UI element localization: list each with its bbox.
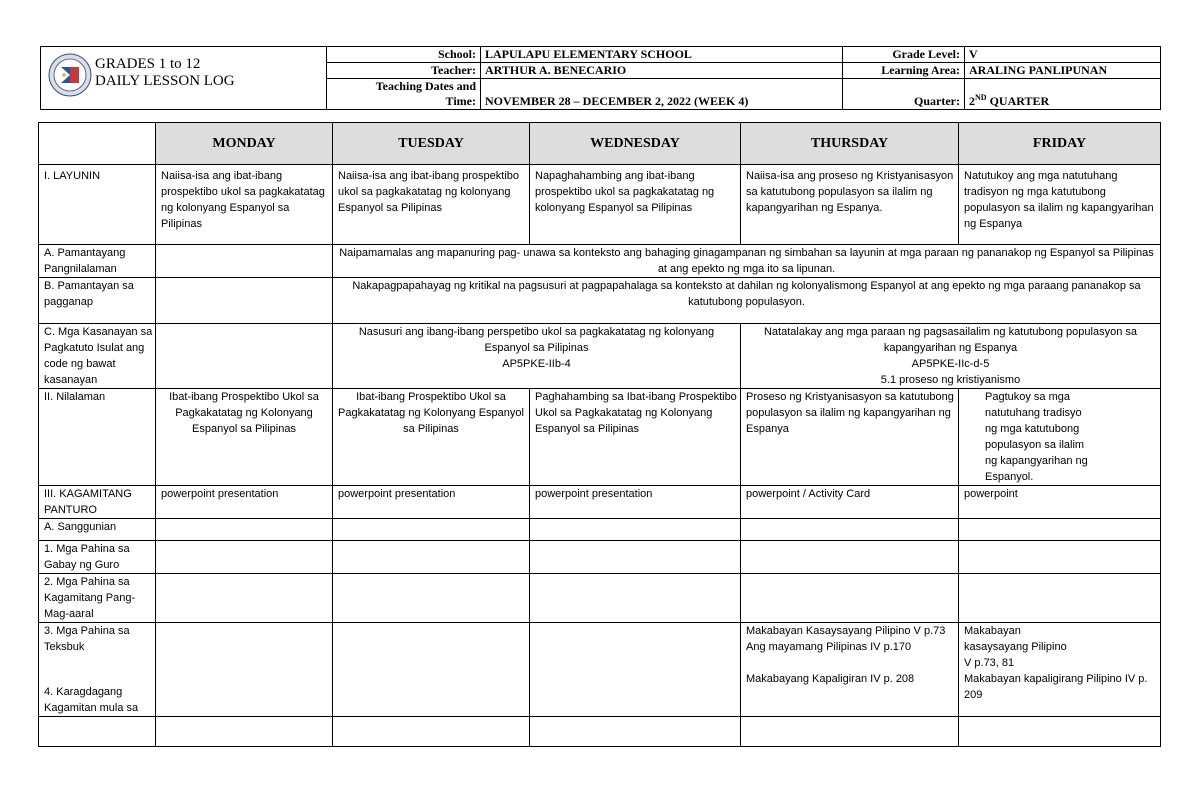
nilalaman-wednesday: Paghahambing sa Ibat-ibang Prospektibo Ukol sa Pagkakatatag ng Kolonyang Espanyol sa Pilipinas [530,389,741,486]
row-label-kasanayan: C. Mga Kasanayan sa Pagkatuto Isulat ang code ng bawat kasanayan [39,324,156,389]
empty-cell [333,574,530,623]
kasanayan-left-text: Nasusuri ang ibang-ibang perspetibo ukol sa pagkakatatag ng kolonyang Espanyol sa Pilipinas [358,326,715,354]
layunin-wednesday: Napaghahambing ang ibat-ibang prospektibo ukol sa pagkakatatag ng kolonyang Espanyol sa Pilipinas [530,165,741,245]
day-header-tuesday: TUESDAY [333,123,530,165]
kagamitang-wednesday: powerpoint presentation [530,486,741,519]
empty-cell [530,541,741,574]
empty-cell [333,623,530,717]
empty-cell [156,541,333,574]
quarter-value [965,79,1161,110]
row-label-pamantayan-pagganap: B. Pamantayan sa pagganap [39,278,156,324]
header-table [40,46,1161,110]
deped-seal-icon [48,53,92,97]
empty-cell [156,717,333,747]
row-label-pamantayang-pangnilalaman: A. Pamantayang Pangnilalaman [39,245,156,278]
row-label-kagamitang-pang-mag-aaral: 2. Mga Pahina sa Kagamitang Pang-Mag-aaral [39,574,156,623]
row-label-continuation [39,717,156,747]
empty-cell [156,519,333,541]
header-logo-cell [41,47,327,110]
table-row [39,574,1161,623]
kagamitang-monday: powerpoint presentation [156,486,333,519]
layunin-friday: Natutukoy ang mga natutuhang tradisyon ng mga katutubong populasyon sa ilalim ng kapangyarihan ng Espanya [959,165,1161,245]
teksbuk-friday-ref1: Makabayan [964,625,1021,637]
nilalaman-monday: Ibat-ibang Prospektibo Ukol sa Pagkakatatag ng Kolonyang Espanyol sa Pilipinas [156,389,333,486]
teaching-dates-label-line2: Time: [445,94,476,108]
row-label-nilalaman: II. Nilalaman [39,389,156,486]
row-label-teksbuk-text: 3. Mga Pahina sa Teksbuk [44,625,130,653]
table-row [39,623,1161,717]
day-header-thursday: THURSDAY [741,123,959,165]
pamantayan-pagganap-text: Nakapagpapahayag ng kritikal na pagsusuri at pagpapahalaga sa konteksto at dahilan ng kolonyalismong Espanyol at ang epekto ng mga paraang pananakop sa katutubong populasyon. [333,278,1161,324]
empty-cell [741,519,959,541]
table-row [39,165,1161,245]
grade-level-label: Grade Level: [843,47,965,63]
empty-cell [333,519,530,541]
teacher-label: Teacher: [327,63,481,79]
quarter-suffix: ND [975,93,987,102]
table-row [39,519,1161,541]
kasanayan-right-text: Natatalakay ang mga paraan ng pagsasailalim ng katutubong populasyon sa kapangyarihan ng Espanya [763,326,1138,354]
row-label-sanggunian: A. Sanggunian [39,519,156,541]
table-row [39,278,1161,324]
teaching-dates-value: NOVEMBER 28 – DECEMBER 2, 2022 (WEEK 4) [481,79,843,110]
empty-cell [741,541,959,574]
empty-cell [156,623,333,717]
day-header-friday: FRIDAY [959,123,1161,165]
empty-cell [156,324,333,389]
empty-cell [959,541,1161,574]
kasanayan-left [333,324,741,389]
pamantayang-pangnilalaman-text: Naipamamalas ang mapanuring pag- unawa sa konteksto ang bahaging ginagampanan ng simbahan sa layunin at mga paraan ng pananakop ng Espanyol sa Pilipinas at ang epekto ng mga ito sa lipunan. [333,245,1161,278]
empty-cell [530,574,741,623]
kagamitang-tuesday: powerpoint presentation [333,486,530,519]
learning-area-label: Learning Area: [843,63,965,79]
teksbuk-friday-ref3: V p.73, 81 [964,657,1015,669]
header-title-line1: GRADES 1 to 12 [95,56,201,72]
learning-area-value: ARALING PANLIPUNAN [965,63,1161,79]
layunin-tuesday: Naiisa-isa ang ibat-ibang prospektibo ukol sa pagkakatatag ng kolonyang Espanyol sa Pilipinas [333,165,530,245]
teksbuk-thursday [741,623,959,717]
table-row [39,389,1161,486]
row-label-layunin: I. LAYUNIN [39,165,156,245]
nilalaman-tuesday: Ibat-ibang Prospektibo Ukol sa Pagkakatatag ng Kolonyang Espanyol sa Pilipinas [333,389,530,486]
nilalaman-thursday: Proseso ng Kristyanisasyon sa katutubong populasyon sa ilalim ng kapangyarihan ng Espanya [741,389,959,486]
empty-cell [741,574,959,623]
empty-cell [959,717,1161,747]
empty-cell [333,541,530,574]
layunin-monday: Naiisa-isa ang ibat-ibang prospektibo ukol sa pagkakatatag ng kolonyang Espanyol sa Pilipinas [156,165,333,245]
kagamitang-thursday: powerpoint / Activity Card [741,486,959,519]
quarter-number: 2 [969,94,975,108]
row-label-karagdagang-kagamitan: 4. Karagdagang Kagamitan mula sa [44,686,139,714]
lesson-log-table [38,122,1161,747]
teaching-dates-label-line1: Teaching Dates and [375,79,476,93]
corner-cell [39,123,156,165]
row-label-gabay-ng-guro: 1. Mga Pahina sa Gabay ng Guro [39,541,156,574]
kasanayan-right-code: AP5PKE-IIc-d-5 [911,358,990,370]
empty-cell [333,717,530,747]
table-row [39,541,1161,574]
row-label-kagamitang-panturo: III. KAGAMITANG PANTURO [39,486,156,519]
kasanayan-left-code: AP5PKE-IIb-4 [502,358,571,370]
table-row [39,717,1161,747]
row-label-teksbuk [39,623,156,717]
teksbuk-friday-ref4: Makabayan kapaligirang Pilipino IV p. 209 [964,673,1148,701]
school-value: LAPULAPU ELEMENTARY SCHOOL [481,47,843,63]
teksbuk-thursday-ref2: Ang mayamang Pilipinas IV p.170 [746,641,912,653]
empty-cell [156,278,333,324]
empty-cell [530,519,741,541]
nilalaman-friday: Pagtukoy sa mga natutuhang tradisyo ng mga katutubong populasyon sa ilalim ng kapangyarihan ng Espanyol. [959,389,1161,486]
day-header-monday: MONDAY [156,123,333,165]
table-row [39,324,1161,389]
day-header-wednesday: WEDNESDAY [530,123,741,165]
teaching-dates-label [327,79,481,110]
teksbuk-thursday-ref1: Makabayan Kasaysayang Pilipino V p.73 [746,625,946,637]
kagamitang-friday: powerpoint [959,486,1161,519]
table-row [39,245,1161,278]
empty-cell [959,519,1161,541]
empty-cell [156,245,333,278]
quarter-word: QUARTER [986,94,1050,108]
grade-level-value: V [965,47,1161,63]
table-row [39,123,1161,165]
empty-cell [530,623,741,717]
empty-cell [156,574,333,623]
teksbuk-thursday-ref3: Makabayang Kapaligiran IV p. 208 [746,673,915,685]
kasanayan-right-sub: 5.1 proseso ng kristiyanismo [880,374,1021,386]
layunin-thursday: Naiisa-isa ang proseso ng Kristyanisasyon sa katutubong populasyon sa ilalim ng kapangyarihan ng Espanya. [741,165,959,245]
empty-cell [959,574,1161,623]
teksbuk-friday-ref2: kasaysayang Pilipino [964,641,1067,653]
kasanayan-right [741,324,1161,389]
school-label: School: [327,47,481,63]
teacher-value: ARTHUR A. BENECARIO [481,63,843,79]
header-title-line2: DAILY LESSON LOG [95,73,235,89]
empty-cell [530,717,741,747]
teksbuk-friday [959,623,1161,717]
empty-cell [741,717,959,747]
table-row [39,486,1161,519]
quarter-label: Quarter: [843,79,965,110]
